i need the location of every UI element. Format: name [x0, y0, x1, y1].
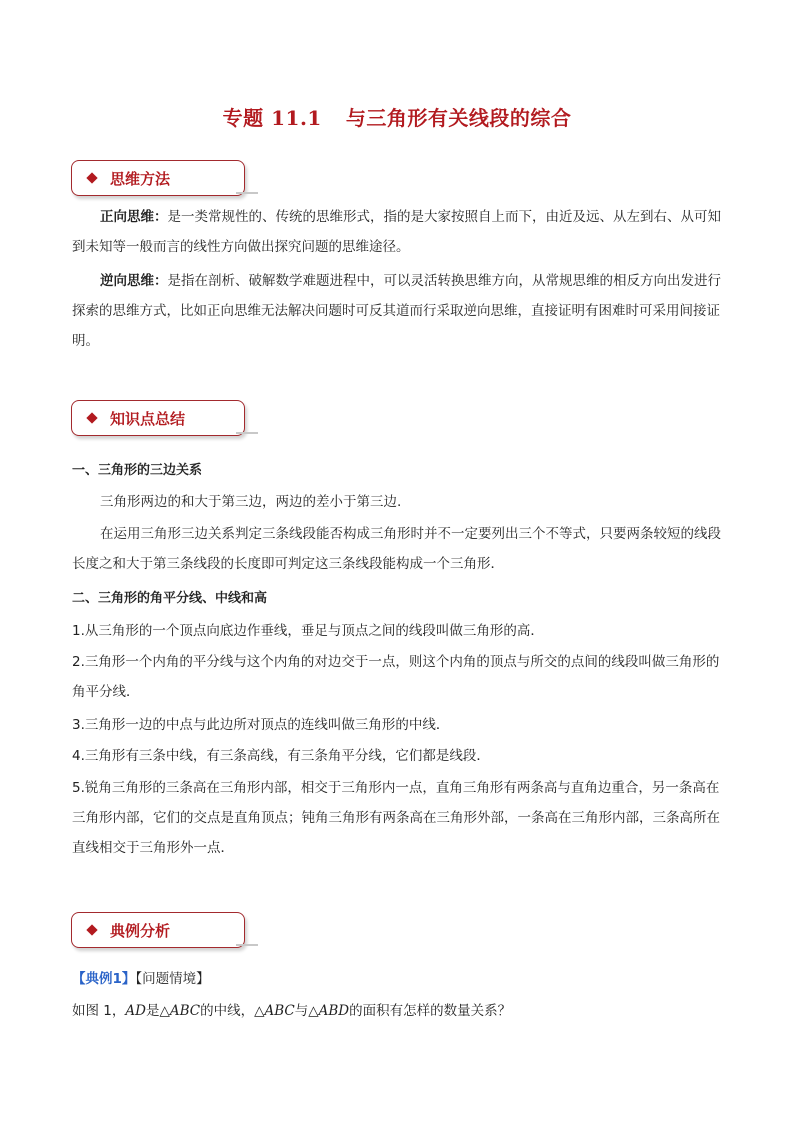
diamond-icon [86, 924, 97, 935]
list-item: 2.三角形一个内角的平分线与这个内角的对边交于一点，则这个内角的顶点与所交的点间的线段叫做三角形的角平分线． [72, 654, 720, 700]
example-tag: 【典例1】 [72, 971, 136, 987]
knowledge-h1-para-1: 三角形两边的和大于第三边，两边的差小于第三边. [100, 494, 402, 510]
knowledge-h1-para-2: 在运用三角形三边关系判定三条线段能否构成三角形时并不一定要列出三个不等式，只要两条较短的线段长度之和大于第三条线段的长度即可判定这三条线段能构成一个三角形． [72, 526, 721, 572]
question-text: 的中线， [200, 1003, 255, 1019]
forward-thinking-paragraph [72, 202, 732, 262]
math-triangle-abc: △ABC [159, 1003, 201, 1019]
diamond-icon [86, 412, 97, 423]
math-triangle-abc: △ABC [254, 1003, 295, 1019]
question-text: 是 [145, 1003, 160, 1019]
knowledge-heading-2: 二、三角形的角平分线、中线和高 [72, 591, 268, 606]
section-label: 知识点总结 [110, 409, 186, 428]
question-text: 如图 1， [72, 1003, 126, 1019]
forward-label: 正向思维： [100, 209, 168, 225]
page-title [0, 102, 794, 131]
section-header-thinking [71, 160, 245, 196]
section-header-knowledge [71, 400, 245, 436]
math-ad: AD [125, 1003, 146, 1019]
reverse-label: 逆向思维： [100, 273, 168, 289]
reverse-text: 是指在剖析、破解数学难题进程中，可以灵活转换思维方向，从常规思维的相反方向出发进行探索的思维方式，比如正向思维无法解决问题时可反其道而行采取逆向思维，直接证明有困难时可采用间接证明。 [72, 273, 721, 349]
list-item: 1.从三角形的一个顶点向底边作垂线，垂足与顶点之间的线段叫做三角形的高． [72, 623, 544, 639]
title-number: 专题 11.1 [222, 106, 322, 130]
section-divider [236, 432, 258, 434]
reverse-thinking-paragraph [72, 266, 732, 356]
list-item: 3.三角形一边的中点与此边所对顶点的连线叫做三角形的中线． [72, 717, 450, 733]
section-label: 思维方法 [110, 169, 171, 188]
section-label: 典例分析 [110, 921, 171, 940]
forward-text: 是一类常规性的、传统的思维形式，指的是大家按照自上而下，由近及远、从左到右、从可知到未知等一般而言的线性方向做出探究问题的思维途径。 [72, 209, 721, 255]
example-context: 【问题情境】 [135, 971, 210, 987]
question-text: 与 [294, 1003, 309, 1019]
knowledge-heading-1: 一、三角形的三边关系 [72, 463, 203, 478]
section-divider [236, 192, 258, 194]
list-item: 4.三角形有三条中线，有三条高线，有三条角平分线，它们都是线段． [72, 748, 490, 764]
list-item: 5.锐角三角形的三条高在三角形内部，相交于三角形内一点，直角三角形有两条高与直角边重合，另一条高在三角形内部，它们的交点是直角顶点；钝角三角形有两条高在三角形外部，一条高在三角形内部，三条高所在直线相交于三角形外一点． [72, 780, 720, 856]
diamond-icon [86, 172, 97, 183]
example-question [72, 996, 732, 1026]
example-heading [72, 964, 732, 994]
section-divider [236, 944, 258, 946]
math-triangle-abd: △ABD [308, 1003, 350, 1019]
title-topic: 与三角形有关线段的综合 [345, 106, 572, 130]
section-header-examples [71, 912, 245, 948]
question-text: 的面积有怎样的数量关系？ [349, 1003, 512, 1019]
